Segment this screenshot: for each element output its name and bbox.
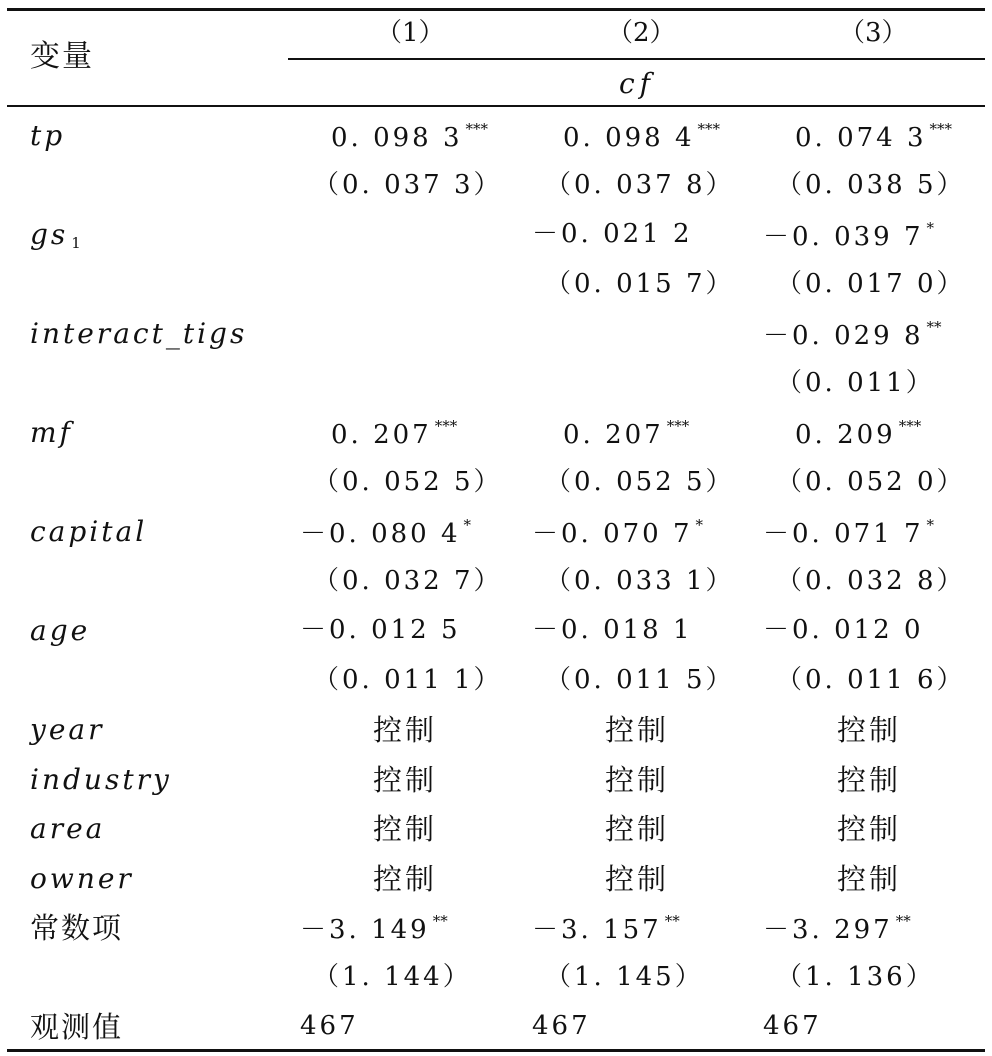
- row-variable-label: [30, 416, 73, 449]
- coefficient-value: （0. 052 5）: [545, 466, 735, 497]
- coefficient-cell-col2: [605, 762, 670, 797]
- coefficient-value: （0. 037 8）: [545, 169, 735, 200]
- coefficient-value: 0. 207: [563, 420, 664, 450]
- dependent-variable: cf: [619, 67, 656, 100]
- coefficient-cell-col2: [532, 221, 693, 247]
- coefficient-value: 控制: [837, 713, 902, 747]
- column-header-3: （3）: [839, 18, 908, 48]
- coefficient-value: －0. 029 8: [763, 321, 924, 351]
- row-variable-label: [30, 713, 105, 746]
- coefficient-value: －3. 149: [300, 915, 430, 945]
- coefficient-value: （0. 011 1）: [313, 664, 503, 695]
- coefficient-value: （0. 011）: [776, 367, 935, 398]
- coefficient-value: （0. 015 7）: [545, 268, 735, 299]
- coefficient-value: －0. 080 4: [300, 519, 461, 549]
- header-sub-rule: [288, 58, 985, 60]
- coefficient-value: 控制: [605, 812, 670, 846]
- coefficient-value: －0. 039 7: [763, 222, 924, 252]
- coefficient-cell-col2: [532, 617, 693, 643]
- coefficient-cell-col3: [776, 367, 935, 398]
- variable-name: year: [30, 713, 105, 746]
- coefficient-value: 467: [300, 1011, 359, 1041]
- coefficient-cell-col2: [605, 861, 670, 896]
- coefficient-value: 0. 209: [795, 420, 896, 450]
- coefficient-value: 467: [763, 1011, 822, 1041]
- coefficient-cell-col3: [776, 169, 966, 200]
- coefficient-value: 控制: [837, 762, 902, 797]
- coefficient-cell-col3: [837, 861, 902, 896]
- coefficient-cell-col3: [795, 122, 952, 151]
- coefficient-value: 控制: [373, 762, 438, 797]
- coefficient-value: －0. 012 0: [763, 615, 924, 645]
- coefficient-cell-col3: [776, 664, 966, 695]
- variable-name: interact_tigs: [30, 317, 248, 350]
- row-variable-label: [30, 515, 148, 548]
- coefficient-cell-col3: [795, 419, 921, 448]
- column-header-2: （2）: [607, 18, 676, 48]
- coefficient-value: （0. 037 3）: [313, 169, 503, 200]
- row-variable-label: [30, 911, 124, 945]
- variable-name: 常数项: [30, 911, 124, 945]
- significance-stars: **: [895, 912, 911, 930]
- coefficient-value: －0. 018 1: [532, 615, 693, 645]
- coefficient-value: （0. 033 1）: [545, 565, 735, 596]
- coefficient-value: －3. 297: [763, 915, 893, 945]
- row-variable-label: [30, 861, 134, 895]
- row-variable-label: [30, 614, 91, 647]
- coefficient-cell-col2: [545, 961, 704, 992]
- coefficient-cell-col3: [763, 320, 942, 349]
- significance-stars: ***: [898, 417, 922, 435]
- coefficient-cell-col2: [563, 419, 689, 448]
- coefficient-value: （1. 144）: [313, 961, 472, 992]
- coefficient-value: 0. 074 3: [795, 123, 927, 153]
- coefficient-cell-col3: [837, 713, 902, 747]
- coefficient-cell-col1: [313, 169, 503, 200]
- variable-name: area: [30, 812, 106, 845]
- coefficient-cell-col3: [763, 518, 934, 547]
- coefficient-value: 控制: [605, 861, 670, 896]
- coefficient-cell-col3: [763, 1013, 822, 1039]
- variable-name: tp: [30, 119, 66, 152]
- significance-stars: *: [926, 516, 935, 534]
- coefficient-value: （0. 011 5）: [545, 664, 735, 695]
- variable-name: gs: [30, 218, 69, 251]
- coefficient-value: －0. 070 7: [532, 519, 693, 549]
- coefficient-cell-col3: [776, 466, 966, 497]
- coefficient-cell-col2: [532, 1013, 591, 1039]
- coefficient-cell-col2: [605, 812, 670, 846]
- coefficient-cell-col2: [545, 565, 735, 596]
- coefficient-cell-col2: [532, 914, 680, 943]
- significance-stars: **: [926, 318, 942, 336]
- variable-name: 观测值: [30, 1010, 124, 1044]
- significance-stars: *: [695, 516, 704, 534]
- coefficient-cell-col3: [776, 565, 966, 596]
- header-rule: [7, 105, 985, 107]
- coefficient-cell-col1: [373, 713, 438, 747]
- significance-stars: *: [463, 516, 472, 534]
- coefficient-cell-col1: [373, 812, 438, 846]
- coefficient-value: （0. 052 5）: [313, 466, 503, 497]
- variable-header: 变量: [30, 39, 94, 74]
- variable-subscript: 1: [71, 234, 84, 252]
- variable-name: owner: [30, 861, 134, 895]
- column-header-1: （1）: [376, 18, 445, 48]
- row-variable-label: [30, 317, 248, 350]
- coefficient-cell-col2: [532, 518, 703, 547]
- coefficient-value: （1. 136）: [776, 961, 935, 992]
- row-variable-label: [30, 218, 84, 252]
- coefficient-cell-col1: [313, 961, 472, 992]
- variable-name: age: [30, 614, 91, 647]
- coefficient-value: 控制: [373, 713, 438, 747]
- coefficient-cell-col2: [605, 713, 670, 747]
- coefficient-value: 控制: [605, 713, 670, 747]
- coefficient-cell-col3: [763, 617, 924, 643]
- coefficient-cell-col2: [545, 268, 735, 299]
- coefficient-cell-col1: [373, 861, 438, 896]
- coefficient-value: （0. 032 8）: [776, 565, 966, 596]
- significance-stars: ***: [666, 417, 690, 435]
- significance-stars: *: [926, 219, 935, 237]
- coefficient-cell-col1: [331, 122, 488, 151]
- coefficient-cell-col3: [837, 812, 902, 846]
- coefficient-value: （0. 038 5）: [776, 169, 966, 200]
- coefficient-cell-col3: [837, 762, 902, 797]
- coefficient-value: （0. 052 0）: [776, 466, 966, 497]
- coefficient-cell-col1: [300, 1013, 359, 1039]
- coefficient-cell-col1: [300, 617, 461, 643]
- coefficient-cell-col1: [313, 466, 503, 497]
- row-variable-label: [30, 1010, 124, 1044]
- coefficient-cell-col3: [776, 961, 935, 992]
- coefficient-value: －0. 012 5: [300, 615, 461, 645]
- row-variable-label: [30, 119, 66, 152]
- coefficient-cell-col3: [776, 268, 966, 299]
- coefficient-value: 控制: [605, 762, 670, 797]
- coefficient-cell-col1: [300, 518, 471, 547]
- coefficient-cell-col1: [373, 762, 438, 797]
- top-rule: [7, 8, 985, 11]
- row-variable-label: [30, 762, 172, 796]
- significance-stars: **: [432, 912, 448, 930]
- coefficient-value: －3. 157: [532, 915, 662, 945]
- coefficient-value: －0. 071 7: [763, 519, 924, 549]
- significance-stars: ***: [434, 417, 458, 435]
- significance-stars: ***: [697, 120, 721, 138]
- coefficient-value: （1. 145）: [545, 961, 704, 992]
- coefficient-value: （0. 032 7）: [313, 565, 503, 596]
- coefficient-cell-col2: [545, 466, 735, 497]
- coefficient-cell-col2: [545, 169, 735, 200]
- coefficient-value: 控制: [373, 861, 438, 896]
- variable-name: industry: [30, 762, 172, 796]
- coefficient-cell-col2: [563, 122, 720, 151]
- coefficient-value: （0. 017 0）: [776, 268, 966, 299]
- coefficient-cell-col2: [545, 664, 735, 695]
- coefficient-value: （0. 011 6）: [776, 664, 966, 695]
- row-variable-label: [30, 812, 106, 845]
- coefficient-cell-col3: [763, 914, 911, 943]
- variable-name: mf: [30, 416, 73, 449]
- coefficient-value: 控制: [373, 812, 438, 846]
- coefficient-value: 控制: [837, 861, 902, 896]
- coefficient-value: 0. 098 3: [331, 123, 463, 153]
- coefficient-value: 0. 207: [331, 420, 432, 450]
- coefficient-value: 467: [532, 1011, 591, 1041]
- coefficient-cell-col1: [313, 565, 503, 596]
- significance-stars: **: [664, 912, 680, 930]
- bottom-rule: [7, 1049, 985, 1052]
- significance-stars: ***: [465, 120, 489, 138]
- variable-name: capital: [30, 515, 148, 548]
- coefficient-cell-col1: [300, 914, 448, 943]
- coefficient-cell-col1: [313, 664, 503, 695]
- significance-stars: ***: [929, 120, 953, 138]
- coefficient-value: 控制: [837, 812, 902, 846]
- coefficient-value: －0. 021 2: [532, 219, 693, 249]
- coefficient-value: 0. 098 4: [563, 123, 695, 153]
- coefficient-cell-col1: [331, 419, 457, 448]
- coefficient-cell-col3: [763, 221, 934, 250]
